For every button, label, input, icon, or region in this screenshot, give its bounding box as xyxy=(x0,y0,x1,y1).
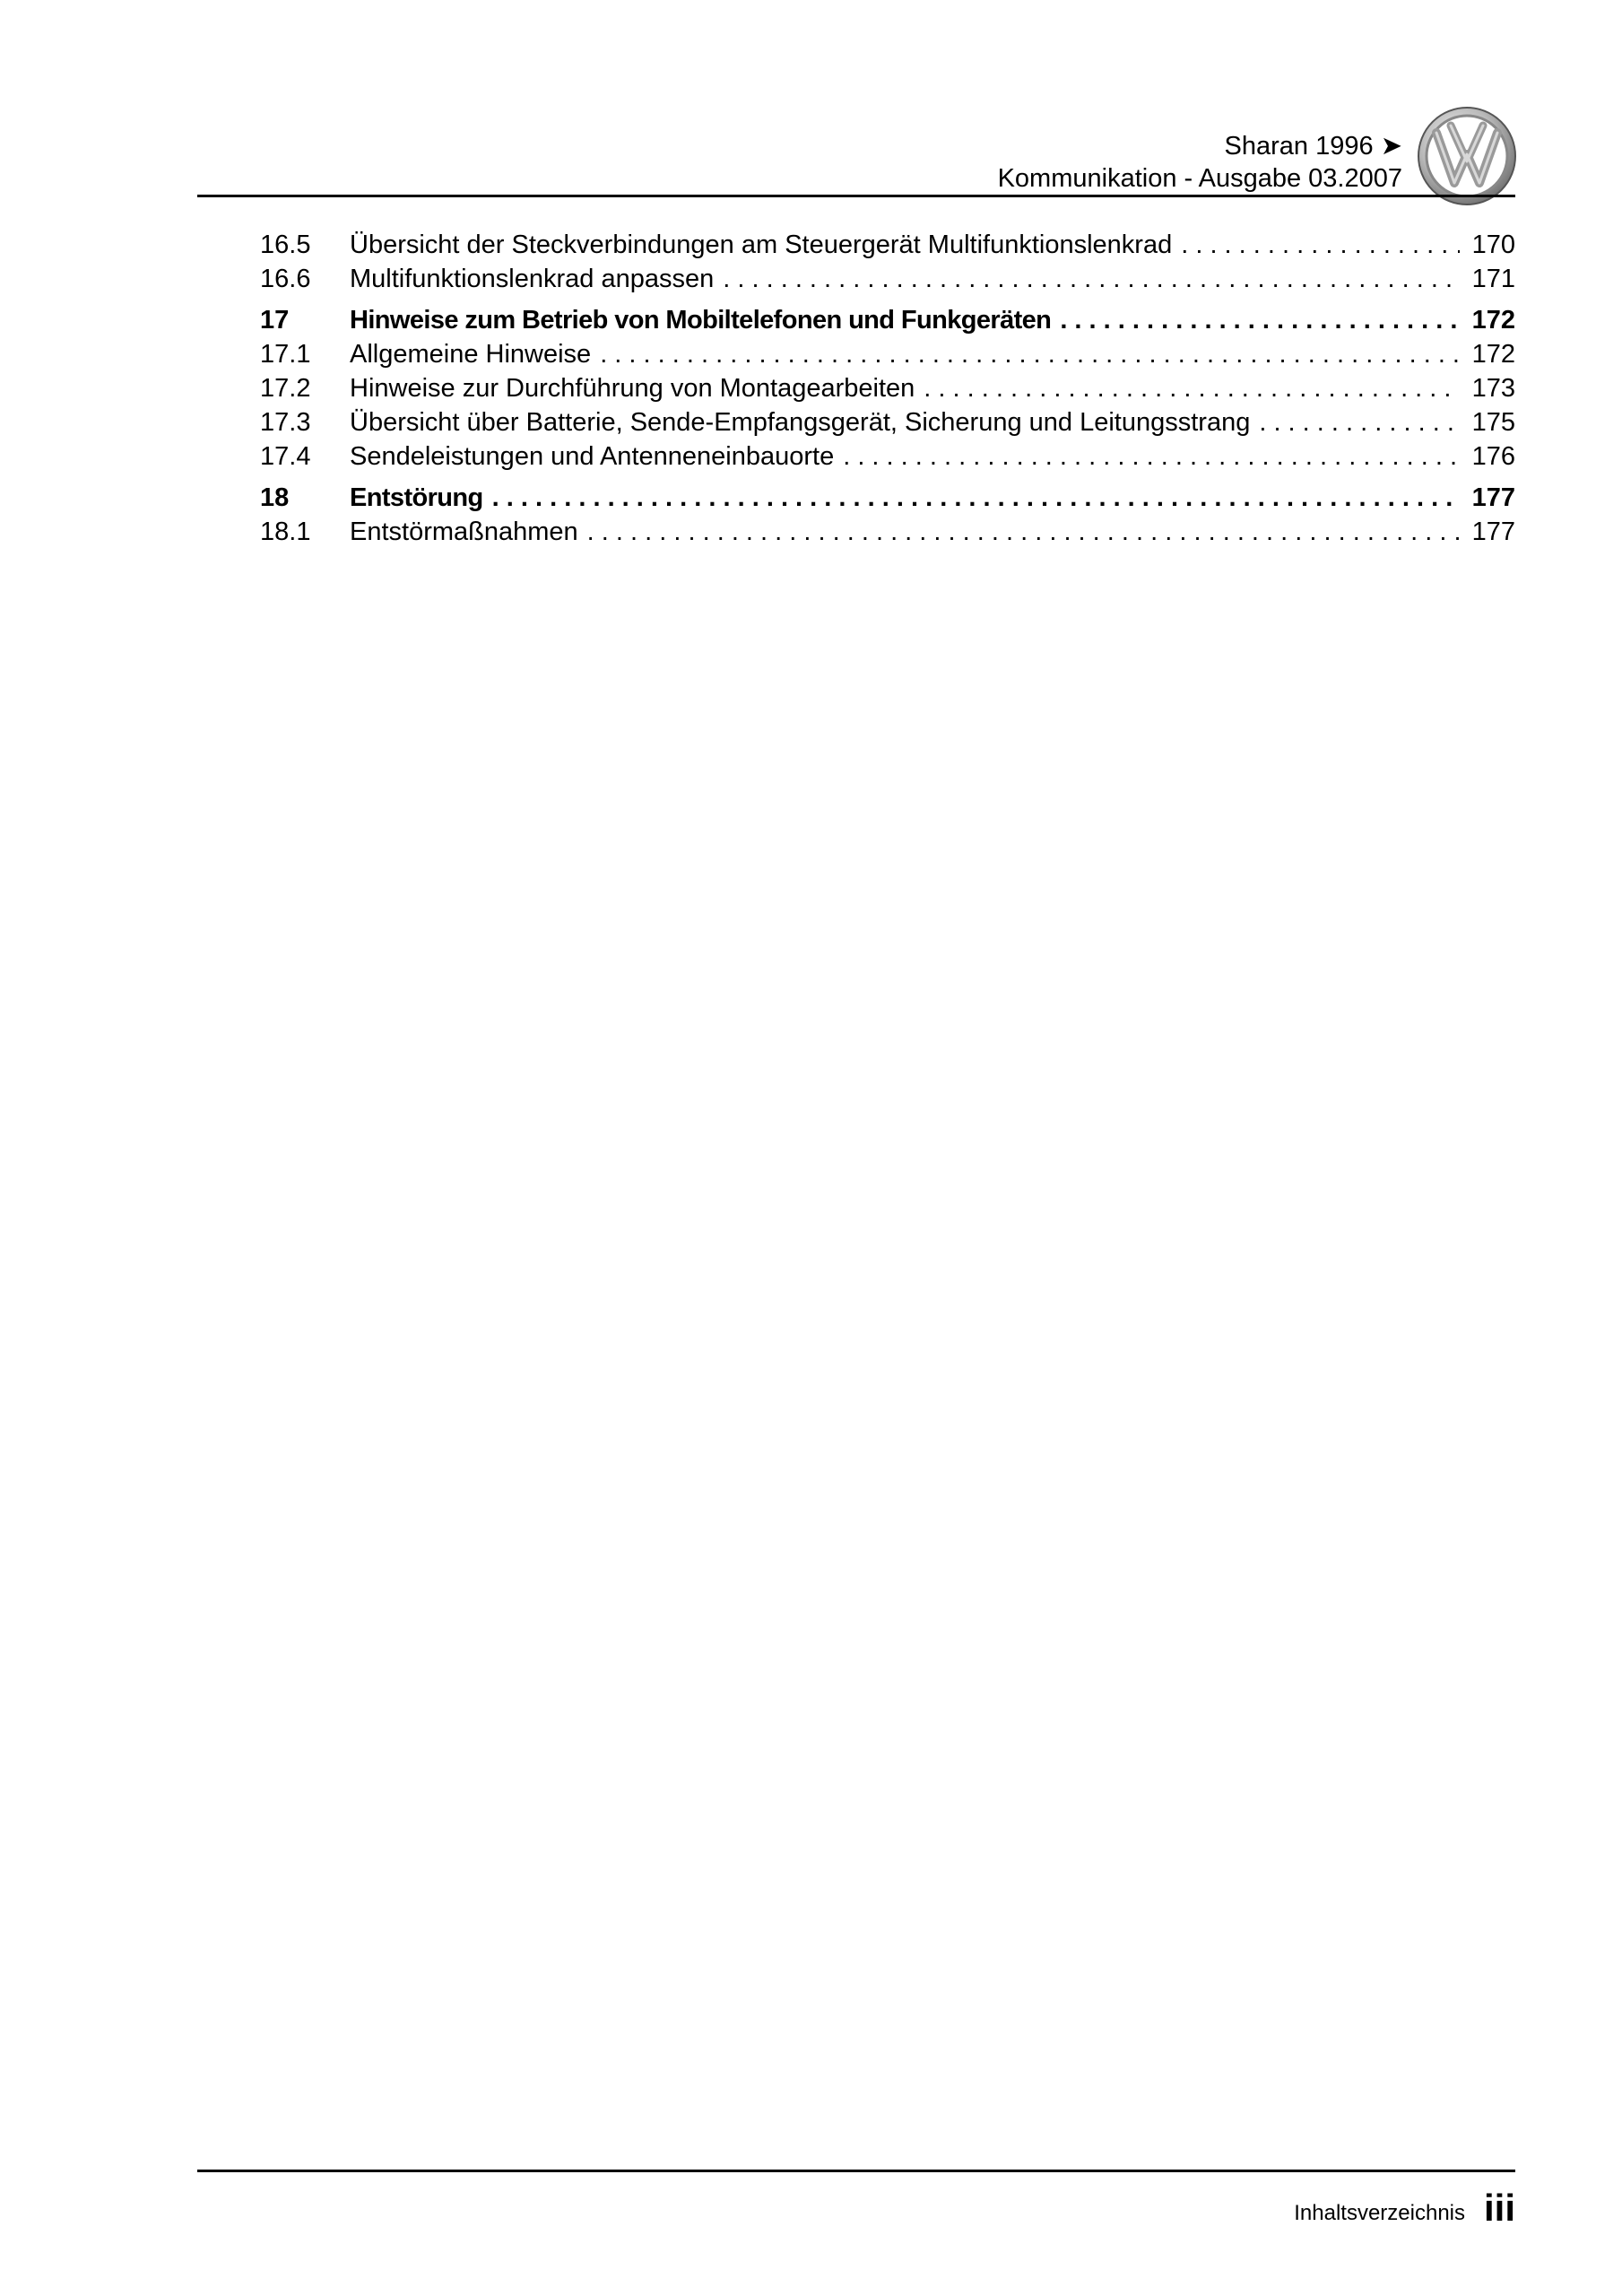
toc-entry-title[interactable]: Hinweise zum Betrieb von Mobiltelefonen und Funkgeräten xyxy=(350,306,1052,335)
toc-entry[interactable] xyxy=(260,303,1515,337)
toc-entry-page[interactable]: 177 xyxy=(1471,517,1515,546)
header-model: Sharan 1996 ➤ xyxy=(1224,132,1402,161)
toc-entry-number: 17.4 xyxy=(260,442,311,471)
vw-logo-icon xyxy=(1417,106,1517,206)
toc-entry-page[interactable]: 171 xyxy=(1471,265,1515,293)
toc-entry[interactable] xyxy=(260,228,1515,262)
toc-entry-page[interactable]: 172 xyxy=(1471,306,1515,335)
footer-page-number: iii xyxy=(1483,2187,1515,2229)
toc-entry-number: 17.2 xyxy=(260,374,311,403)
footer-section-label: Inhaltsverzeichnis xyxy=(1294,2201,1465,2225)
toc-entry[interactable] xyxy=(260,262,1515,296)
header-divider xyxy=(197,195,1515,197)
toc-entry[interactable] xyxy=(260,405,1515,439)
toc-entry-number: 17.3 xyxy=(260,408,311,437)
toc-entry[interactable] xyxy=(260,515,1515,549)
toc-entry-number: 17 xyxy=(260,306,290,335)
table-of-contents xyxy=(260,228,1515,549)
toc-dot-leader xyxy=(723,262,1460,296)
toc-dot-leader xyxy=(843,439,1460,474)
toc-entry-number: 18.1 xyxy=(260,517,311,546)
toc-dot-leader xyxy=(587,515,1460,549)
toc-entry-page[interactable]: 170 xyxy=(1471,230,1515,259)
toc-entry-number: 18 xyxy=(260,483,290,512)
toc-entry-number: 16.6 xyxy=(260,265,311,293)
toc-entry-title[interactable]: Allgemeine Hinweise xyxy=(350,340,592,369)
footer-divider xyxy=(197,2170,1515,2172)
toc-dot-leader xyxy=(1060,303,1460,337)
toc-entry-page[interactable]: 172 xyxy=(1471,340,1515,369)
toc-entry-page[interactable]: 177 xyxy=(1471,483,1515,512)
toc-entry-title[interactable]: Entstörung xyxy=(350,483,483,512)
toc-entry-page[interactable]: 176 xyxy=(1471,442,1515,471)
toc-entry-title[interactable]: Übersicht der Steckverbindungen am Steuergerät Multifunktionslenkrad xyxy=(350,230,1173,259)
toc-entry-title[interactable]: Übersicht über Batterie, Sende-Empfangsgerät, Sicherung und Leitungsstrang xyxy=(350,408,1251,437)
toc-entry[interactable] xyxy=(260,439,1515,474)
toc-entry-title[interactable]: Hinweise zur Durchführung von Montagearbeiten xyxy=(350,374,915,403)
toc-entry-number: 16.5 xyxy=(260,230,311,259)
toc-dot-leader xyxy=(492,481,1460,515)
toc-entry[interactable] xyxy=(260,481,1515,515)
toc-dot-leader xyxy=(1259,405,1460,439)
toc-dot-leader xyxy=(1181,228,1460,262)
toc-entry-title[interactable]: Sendeleistungen und Antenneneinbauorte xyxy=(350,442,835,471)
toc-dot-leader xyxy=(600,337,1460,371)
toc-entry-number: 17.1 xyxy=(260,340,311,369)
toc-entry[interactable] xyxy=(260,337,1515,371)
toc-dot-leader xyxy=(924,371,1460,405)
toc-entry-title[interactable]: Multifunktionslenkrad anpassen xyxy=(350,265,715,293)
toc-entry-page[interactable]: 175 xyxy=(1471,408,1515,437)
toc-entry-title[interactable]: Entstörmaßnahmen xyxy=(350,517,578,546)
header-subtitle: Kommunikation - Ausgabe 03.2007 xyxy=(997,164,1402,193)
toc-entry-page[interactable]: 173 xyxy=(1471,374,1515,403)
toc-entry[interactable] xyxy=(260,371,1515,405)
